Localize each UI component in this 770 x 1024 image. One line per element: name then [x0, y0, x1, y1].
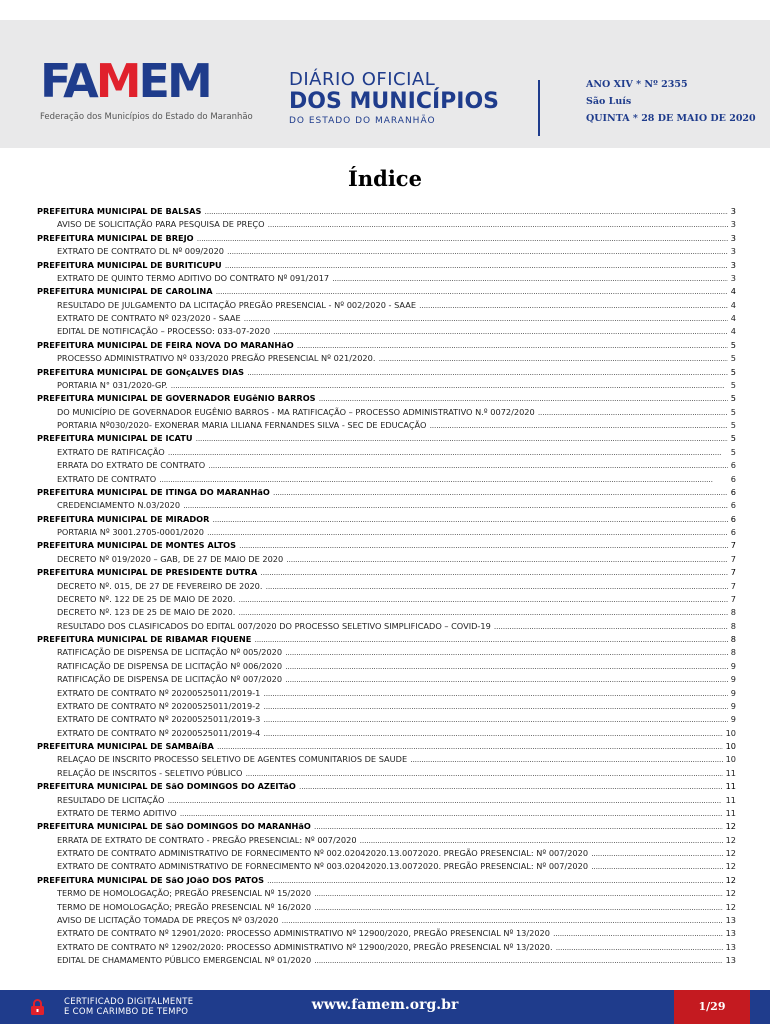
- toc-entry-title: PREFEITURA MUNICIPAL DE BALSAS: [37, 206, 202, 216]
- toc-entry-title: EXTRATO DE QUINTO TERMO ADITIVO DO CONTRATO Nº 091/2017: [57, 272, 330, 283]
- toc-page-number: 7: [730, 553, 736, 564]
- toc-page-number: 11: [725, 767, 736, 778]
- toc-dot-leader: [260, 567, 728, 577]
- toc-dot-leader: [207, 527, 728, 537]
- toc-dot-leader: [244, 313, 728, 323]
- toc-section[interactable]: [37, 286, 736, 299]
- toc-dot-leader: [332, 273, 728, 283]
- toc-dot-leader: [263, 728, 722, 738]
- edition-number: ANO XIV * Nº 2355: [586, 79, 688, 90]
- toc-entry[interactable]: [37, 942, 736, 955]
- edition-date: QUINTA * 28 DE MAIO DE 2020: [586, 113, 756, 124]
- toc-dot-leader: [410, 754, 722, 764]
- toc-entry-title: PREFEITURA MUNICIPAL DE ITINGA DO MARANHãO: [37, 486, 270, 497]
- toc-dot-leader: [299, 781, 723, 791]
- toc-dot-leader: [556, 942, 723, 952]
- toc-entry[interactable]: [37, 246, 736, 259]
- toc-entry-title: EXTRATO DE CONTRATO Nº 12901/2020: PROCESSO ADMINISTRATIVO Nº 12900/2020, PREGÃO PRESENCIAL Nº 13/2020: [57, 928, 550, 939]
- toc-entry[interactable]: [37, 795, 736, 808]
- toc-entry-title: PREFEITURA MUNICIPAL DE PRESIDENTE DUTRA: [37, 567, 258, 578]
- toc-page-number: 3: [730, 246, 736, 257]
- toc-entry[interactable]: [37, 554, 736, 567]
- toc-page-number: 12: [725, 888, 736, 899]
- toc-page-number: 13: [725, 928, 736, 939]
- toc-page-number: 10: [725, 741, 736, 751]
- toc-entry-title: EXTRATO DE CONTRATO ADMINISTRATIVO DE FORNECIMENTO Nº 003.02042020.13.0072020. PREGÃO PRESENCIAL: Nº 007/2020: [57, 861, 589, 872]
- toc-entry[interactable]: [37, 594, 736, 607]
- toc-entry-title: PREFEITURA MUNICIPAL DE CAROLINA: [37, 286, 213, 297]
- toc-dot-leader: [245, 768, 722, 778]
- toc-page-number: 4: [730, 326, 736, 337]
- toc-entry[interactable]: [37, 848, 736, 861]
- toc-page-number: 8: [730, 634, 736, 644]
- toc-entry-title: EDITAL DE CHAMAMENTO PÚBLICO EMERGENCIAL Nº 01/2020: [57, 955, 312, 965]
- toc-dot-leader: [227, 246, 728, 256]
- toc-entry-title: PREFEITURA MUNICIPAL DE RIBAMAR FIQUENE: [37, 634, 252, 644]
- toc-page-number: 6: [730, 473, 736, 484]
- toc-dot-leader: [183, 500, 728, 510]
- toc-page-number: 7: [730, 567, 736, 578]
- toc-entry-title: RELAÇÃO DE INSCRITOS - SELETIVO PÚBLICO: [57, 767, 243, 778]
- toc-page-number: 5: [730, 393, 736, 404]
- toc-entry-title: PREFEITURA MUNICIPAL DE SãO DOMINGOS DO MARANHãO: [37, 821, 311, 832]
- toc-dot-leader: [314, 902, 722, 912]
- toc-entry-title: PREFEITURA MUNICIPAL DE ICATU: [37, 433, 193, 444]
- toc-entry-title: EDITAL DE NOTIFICAÇÃO – PROCESSO: 033-07-2020: [57, 326, 271, 337]
- toc-entry[interactable]: [37, 955, 736, 968]
- toc-page-number: 4: [730, 286, 736, 297]
- toc-entry-title: EXTRATO DE CONTRATO Nº 12902/2020: PROCESSO ADMINISTRATIVO Nº 12900/2020, PREGÃO PRESENCIAL Nº 13/2020.: [57, 941, 553, 952]
- toc-page-number: 13: [725, 914, 736, 925]
- toc-page-number: 8: [730, 607, 736, 618]
- toc-entry-title: EXTRATO DE CONTRATO Nº 20200525011/2019-4: [57, 727, 261, 738]
- toc-entry-title: PREFEITURA MUNICIPAL DE GOVERNADOR EUGêNIO BARROS: [37, 393, 316, 404]
- toc-page-number: 6: [730, 527, 736, 537]
- toc-dot-leader: [239, 540, 728, 550]
- toc-dot-leader: [212, 514, 727, 524]
- toc-entry[interactable]: [37, 353, 736, 366]
- toc-entry-title: EXTRATO DE CONTRATO ADMINISTRATIVO DE FORNECIMENTO Nº 002.02042020.13.0072020. PREGÃO PRESENCIAL: Nº 007/2020: [57, 848, 589, 858]
- toc-dot-leader: [238, 607, 727, 617]
- toc-entry-title: EXTRATO DE CONTRATO DL Nº 009/2020: [57, 246, 225, 257]
- toc-dot-leader: [494, 621, 728, 631]
- famem-logo: [40, 54, 253, 130]
- toc-dot-leader: [591, 848, 723, 858]
- toc-entry-title: RATIFICAÇÃO DE DISPENSA DE LICITAÇÃO Nº 006/2020: [57, 660, 283, 671]
- toc-entry-title: EXTRATO DE CONTRATO Nº 023/2020 - SAAE: [57, 313, 241, 323]
- toc-entry[interactable]: [37, 447, 736, 460]
- toc-entry[interactable]: [37, 300, 736, 313]
- toc-entry[interactable]: [37, 768, 736, 781]
- toc-page-number: 12: [725, 834, 736, 845]
- toc-dot-leader: [273, 487, 728, 497]
- toc-dot-leader: [180, 808, 723, 818]
- publication-line-3: DO ESTADO DO MARANHÃO: [289, 116, 436, 126]
- toc-dot-leader: [204, 206, 727, 216]
- toc-entry-title: RESULTADO DE LICITAÇÃO: [57, 794, 165, 805]
- toc-dot-leader: [168, 447, 728, 457]
- toc-dot-leader: [217, 741, 723, 751]
- toc-dot-leader: [268, 219, 728, 229]
- toc-entry-title: TERMO DE HOMOLOGAÇÃO; PREGÃO PRESENCIAL Nº 15/2020: [57, 888, 312, 899]
- toc-dot-leader: [225, 260, 728, 270]
- toc-dot-leader: [591, 861, 723, 871]
- toc-entry[interactable]: [37, 728, 736, 741]
- toc-section[interactable]: [37, 260, 736, 273]
- edition-city: São Luís: [586, 96, 632, 107]
- masthead: [0, 20, 770, 148]
- toc-entry-title: RELAÇAO DE INSCRITO PROCESSO SELETIVO DE AGENTES COMUNITARIOS DE SAUDE: [57, 754, 408, 765]
- table-of-contents: [37, 206, 736, 968]
- toc-entry[interactable]: [37, 902, 736, 915]
- toc-entry[interactable]: [37, 313, 736, 326]
- logo-subtitle: Federação dos Municípios do Estado do Maranhão: [40, 112, 253, 122]
- toc-entry[interactable]: [37, 273, 736, 286]
- toc-entry[interactable]: [37, 581, 736, 594]
- toc-entry[interactable]: [37, 808, 736, 821]
- toc-dot-leader: [216, 286, 728, 296]
- toc-page-number: 5: [730, 339, 736, 350]
- toc-entry[interactable]: [37, 621, 736, 634]
- toc-entry-title: DECRETO Nº 019/2020 – GAB, DE 27 DE MAIO DE 2020: [57, 553, 284, 564]
- toc-entry-title: DECRETO Nº. 015, DE 27 DE FEVEREIRO DE 2020.: [57, 580, 263, 591]
- toc-entry[interactable]: [37, 500, 736, 513]
- toc-entry-title: EXTRATO DE CONTRATO: [57, 473, 157, 484]
- toc-entry-title: PREFEITURA MUNICIPAL DE GONçALVES DIAS: [37, 366, 245, 377]
- publication-line-1: DIÁRIO OFICIAL: [289, 69, 436, 90]
- toc-page-number: 8: [730, 620, 736, 631]
- toc-dot-leader: [281, 915, 722, 925]
- toc-page-number: 3: [730, 206, 736, 216]
- toc-page-number: 7: [730, 540, 736, 551]
- toc-entry-title: PREFEITURA MUNICIPAL DE SAMBAíBA: [37, 741, 214, 751]
- toc-page-number: 5: [730, 420, 736, 430]
- toc-dot-leader: [171, 380, 728, 390]
- toc-dot-leader: [314, 955, 722, 965]
- toc-entry-title: EXTRATO DE RATIFICAÇÃO: [57, 446, 165, 457]
- toc-entry[interactable]: [37, 688, 736, 701]
- toc-page-number: 4: [730, 313, 736, 323]
- toc-entry-title: PREFEITURA MUNICIPAL DE SãO DOMINGOS DO AZEITãO: [37, 781, 296, 792]
- toc-page-number: 11: [725, 781, 736, 792]
- toc-page-number: 5: [730, 379, 736, 390]
- toc-page-number: 3: [730, 232, 736, 243]
- toc-entry[interactable]: [37, 714, 736, 727]
- toc-entry-title: ERRATA DE EXTRATO DE CONTRATO - PREGÃO PRESENCIAL: Nº 007/2020: [57, 834, 357, 845]
- footer-bar: [0, 990, 770, 1024]
- toc-entry[interactable]: [37, 607, 736, 620]
- toc-page-number: 9: [730, 660, 736, 671]
- toc-dot-leader: [378, 353, 727, 363]
- toc-section[interactable]: [37, 367, 736, 380]
- toc-entry[interactable]: [37, 420, 736, 433]
- toc-dot-leader: [197, 233, 728, 243]
- toc-page-number: 11: [725, 794, 736, 805]
- toc-page-number: 13: [725, 955, 736, 965]
- toc-dot-leader: [314, 888, 722, 898]
- toc-page-number: 12: [725, 861, 736, 872]
- toc-page-number: 8: [730, 647, 736, 658]
- toc-dot-leader: [553, 928, 723, 938]
- toc-entry[interactable]: [37, 407, 736, 420]
- toc-dot-leader: [263, 714, 727, 724]
- toc-section[interactable]: [37, 233, 736, 246]
- toc-entry[interactable]: [37, 474, 736, 487]
- toc-page-number: 7: [730, 593, 736, 604]
- cert-line-2: E COM CARIMBO DE TEMPO: [64, 1007, 189, 1017]
- toc-entry-title: DO MUNICÍPIO DE GOVERNADOR EUGÊNIO BARROS - MA RATIFICAÇÃO – PROCESSO ADMINISTRATIVO N.º 0072/2020: [57, 406, 535, 417]
- publication-name: [289, 70, 529, 126]
- toc-dot-leader: [286, 554, 728, 564]
- toc-page-number: 5: [730, 433, 736, 444]
- toc-page-number: 6: [730, 460, 736, 471]
- toc-page-number: 10: [725, 727, 736, 738]
- toc-section[interactable]: [37, 821, 736, 834]
- toc-page-number: 6: [730, 500, 736, 511]
- toc-entry-title: TERMO DE HOMOLOGAÇÃO; PREGÃO PRESENCIAL Nº 16/2020: [57, 901, 312, 912]
- toc-entry-title: RATIFICAÇÃO DE DISPENSA DE LICITAÇÃO Nº 005/2020: [57, 647, 283, 658]
- toc-page-number: 10: [725, 754, 736, 765]
- toc-dot-leader: [297, 340, 728, 350]
- toc-entry-title: RATIFICAÇÃO DE DISPENSA DE LICITAÇÃO Nº 007/2020: [57, 674, 283, 685]
- toc-entry[interactable]: [37, 219, 736, 232]
- toc-page-number: 9: [730, 714, 736, 725]
- toc-dot-leader: [196, 433, 728, 443]
- toc-page-number: 11: [725, 807, 736, 818]
- toc-entry-title: PORTARIA Nº030/2020- EXONERAR MARIA LILIANA FERNANDES SILVA - SEC DE EDUCAÇÃO: [57, 420, 427, 430]
- toc-entry[interactable]: [37, 647, 736, 660]
- toc-section[interactable]: [37, 514, 736, 527]
- toc-dot-leader: [263, 688, 727, 698]
- toc-entry-title: AVISO DE SOLICITAÇÃO PARA PESQUISA DE PREÇO: [57, 219, 265, 230]
- toc-page-number: 13: [725, 941, 736, 952]
- toc-page-number: 9: [730, 700, 736, 711]
- toc-entry-title: PREFEITURA MUNICIPAL DE MIRADOR: [37, 513, 210, 524]
- toc-entry[interactable]: [37, 527, 736, 540]
- toc-dot-leader: [314, 821, 723, 831]
- toc-section[interactable]: [37, 540, 736, 553]
- toc-section[interactable]: [37, 567, 736, 580]
- toc-entry-title: PREFEITURA MUNICIPAL DE MONTES ALTOS: [37, 540, 237, 551]
- toc-entry-title: PREFEITURA MUNICIPAL DE SãO JOãO DOS PATOS: [37, 874, 264, 885]
- toc-entry-title: CREDENCIAMENTO N.03/2020: [57, 500, 181, 511]
- toc-dot-leader: [538, 407, 728, 417]
- logo-wordmark: FAMEM: [40, 54, 210, 108]
- page-number: 1/29: [674, 990, 750, 1024]
- toc-entry[interactable]: [37, 326, 736, 339]
- toc-entry[interactable]: [37, 380, 736, 393]
- toc-entry[interactable]: [37, 701, 736, 714]
- toc-page-number: 6: [730, 486, 736, 497]
- toc-entry-title: ERRATA DO EXTRATO DE CONTRATO: [57, 460, 206, 471]
- toc-entry-title: DECRETO Nº. 123 DE 25 DE MAIO DE 2020.: [57, 607, 236, 618]
- toc-page-number: 6: [730, 513, 736, 524]
- website-link[interactable]: www.famem.org.br: [311, 997, 459, 1013]
- toc-dot-leader: [238, 594, 727, 604]
- toc-dot-leader: [360, 835, 723, 845]
- toc-entry-title: PROCESSO ADMINISTRATIVO Nº 033/2020 PREGÃO PRESENCIAL Nº 021/2020.: [57, 353, 376, 364]
- toc-page-number: 7: [730, 580, 736, 591]
- toc-dot-leader: [319, 393, 728, 403]
- toc-dot-leader: [273, 326, 728, 336]
- toc-page-number: 12: [725, 901, 736, 912]
- toc-section[interactable]: [37, 340, 736, 353]
- toc-page-number: 3: [730, 272, 736, 283]
- toc-page-number: 5: [730, 406, 736, 417]
- toc-page-number: 5: [730, 366, 736, 377]
- toc-entry-title: AVISO DE LICITAÇÃO TOMADA DE PREÇOS Nº 03/2020: [57, 914, 279, 925]
- page-title: Índice: [348, 166, 422, 191]
- toc-entry[interactable]: [37, 915, 736, 928]
- toc-entry-title: PREFEITURA MUNICIPAL DE BURITICUPU: [37, 259, 222, 270]
- toc-entry-title: RESULTADO DOS CLASIFICADOS DO EDITAL 007/2020 DO PROCESSO SELETIVO SIMPLIFICADO – COVID-19: [57, 620, 491, 631]
- toc-page-number: 9: [730, 674, 736, 685]
- toc-entry[interactable]: [37, 888, 736, 901]
- toc-entry-title: PREFEITURA MUNICIPAL DE BREJO: [37, 232, 194, 243]
- toc-section[interactable]: [37, 393, 736, 406]
- toc-page-number: 5: [730, 446, 736, 457]
- toc-entry[interactable]: [37, 674, 736, 687]
- toc-entry-title: EXTRATO DE CONTRATO Nº 20200525011/2019-2: [57, 700, 261, 711]
- toc-entry-title: PREFEITURA MUNICIPAL DE FEIRA NOVA DO MARANHãO: [37, 339, 294, 350]
- edition-info: [586, 76, 756, 127]
- toc-entry-title: RESULTADO DE JULGAMENTO DA LICITAÇÃO PREGÃO PRESENCIAL - Nº 002/2020 - SAAE: [57, 299, 417, 310]
- toc-page-number: 12: [725, 821, 736, 832]
- toc-entry[interactable]: [37, 861, 736, 874]
- toc-entry-title: PORTARIA Nº 3001.2705-0001/2020: [57, 527, 204, 537]
- toc-entry-title: EXTRATO DE CONTRATO Nº 20200525011/2019-3: [57, 714, 261, 725]
- toc-dot-leader: [254, 634, 727, 644]
- toc-dot-leader: [266, 581, 728, 591]
- toc-dot-leader: [263, 701, 727, 711]
- toc-entry[interactable]: [37, 835, 736, 848]
- toc-page-number: 3: [730, 219, 736, 230]
- toc-page-number: 3: [730, 259, 736, 270]
- toc-dot-leader: [167, 795, 722, 805]
- header-divider: [538, 80, 540, 136]
- toc-section[interactable]: [37, 875, 736, 888]
- toc-dot-leader: [285, 661, 728, 671]
- toc-entry-title: PORTARIA N° 031/2020-GP.: [57, 379, 168, 390]
- cert-line-1: CERTIFICADO DIGITALMENTE: [64, 997, 194, 1007]
- toc-section[interactable]: [37, 433, 736, 446]
- toc-section[interactable]: [37, 206, 736, 219]
- toc-dot-leader: [267, 875, 723, 885]
- publication-line-2: DOS MUNICÍPIOS: [289, 89, 500, 114]
- toc-entry[interactable]: [37, 460, 736, 473]
- toc-entry[interactable]: [37, 928, 736, 941]
- toc-dot-leader: [429, 420, 727, 430]
- toc-entry-title: DECRETO Nº. 122 DE 25 DE MAIO DE 2020.: [57, 593, 236, 604]
- toc-page-number: 12: [725, 874, 736, 885]
- toc-dot-leader: [419, 300, 728, 310]
- toc-dot-leader: [285, 674, 728, 684]
- toc-entry-title: EXTRATO DE CONTRATO Nº 20200525011/2019-1: [57, 687, 261, 698]
- toc-entry-title: EXTRATO DE TERMO ADITIVO: [57, 807, 177, 818]
- toc-page-number: 4: [730, 299, 736, 310]
- toc-dot-leader: [208, 460, 728, 470]
- toc-entry[interactable]: [37, 754, 736, 767]
- toc-section[interactable]: [37, 741, 736, 754]
- toc-page-number: 5: [730, 353, 736, 364]
- toc-dot-leader: [247, 367, 728, 377]
- toc-section[interactable]: [37, 634, 736, 647]
- toc-dot-leader: [159, 474, 728, 484]
- toc-section[interactable]: [37, 487, 736, 500]
- toc-page-number: 12: [725, 848, 736, 858]
- toc-entry[interactable]: [37, 661, 736, 674]
- toc-section[interactable]: [37, 781, 736, 794]
- toc-dot-leader: [285, 647, 728, 657]
- toc-page-number: 9: [730, 687, 736, 698]
